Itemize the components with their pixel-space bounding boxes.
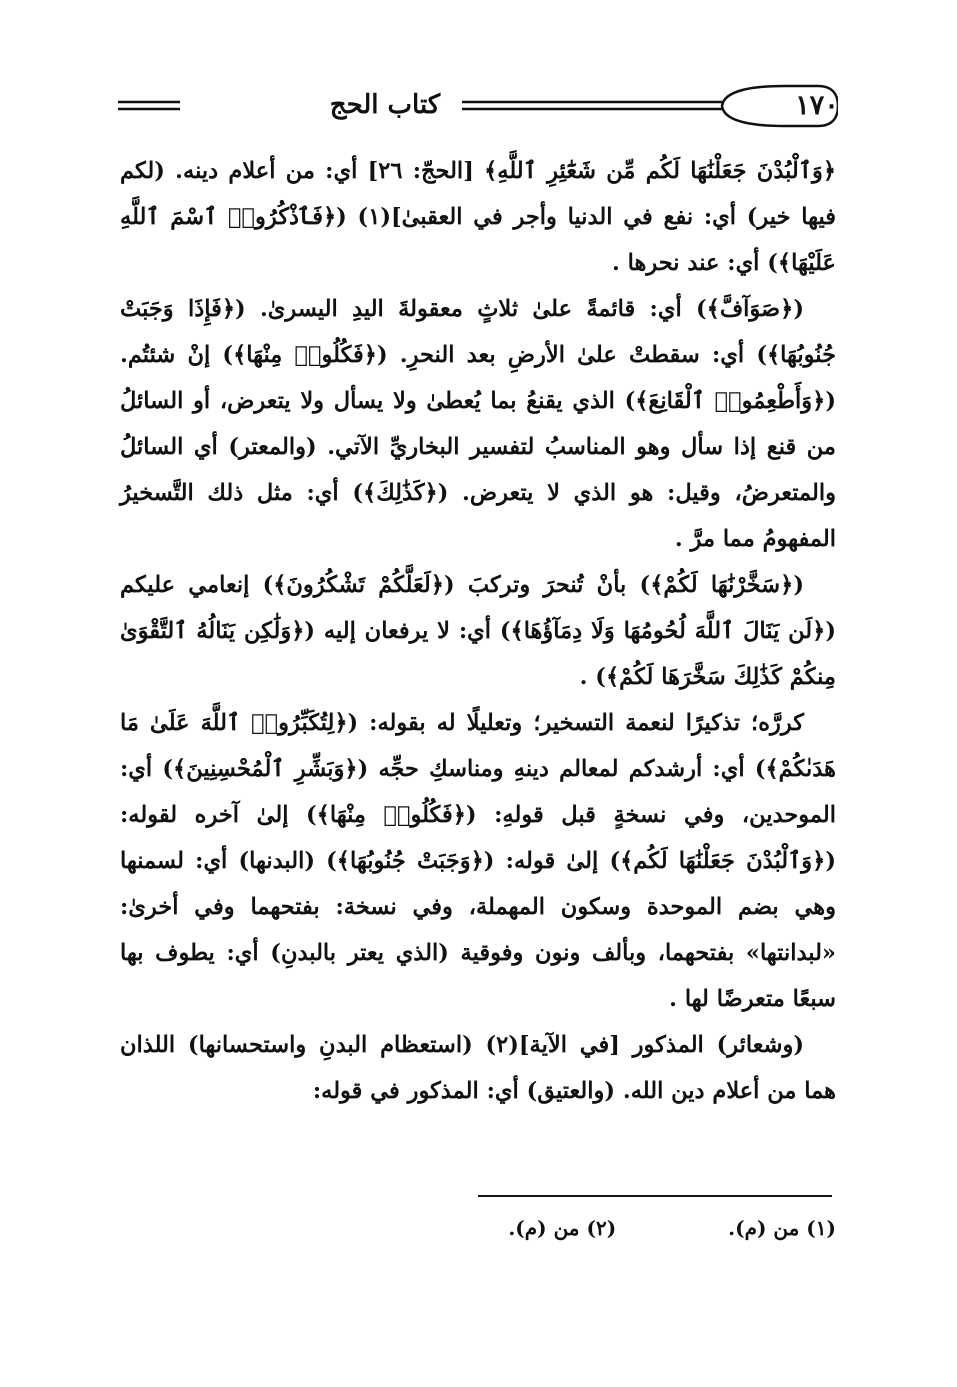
page-number: ١٧٠	[795, 90, 839, 121]
paragraph: ﴿وَٱلْبُدْنَ جَعَلْنَٰهَا لَكُم مِّن شَعَٰٓئِرِ ٱللَّهِ﴾ [الحجّ: ٢٦] أي: من أعلام دينه. (لكم فيها خير) أي: نفع في الدنيا وأجر في العقبىٰ](١) (﴿فَٱذْكُرُوا۟ ٱسْمَ ٱللَّهِ عَلَيْهَا﴾) أي: عند نحرها .	[120, 158, 837, 276]
footnote-2: (٢) من (م).	[508, 1216, 617, 1240]
paragraph: (﴿صَوَآفَّ﴾) أي: قائمةً علىٰ ثلاثٍ معقولةَ اليدِ اليسرىٰ. (﴿فَإِذَا وَجَبَتْ جُنُوبُهَا﴾) أي: سقطتْ علىٰ الأرضِ بعد النحرِ. (﴿فَكُلُوا۟ مِنْهَا﴾) إنْ شئتُم. (﴿وَأَطْعِمُوا۟ ٱلْقَانِعَ﴾) الذي يقنعُ بما يُعطىٰ ولا يسأل ولا يتعرض، أو السائلُ من قنع إذا سأل وهو المناسبُ لتفسير البخاريِّ الآتي. (والمعتر) أي السائلُ والمتعرضُ، وقيل: هو الذي لا يتعرض. (﴿كَذَٰلِكَ﴾) أي: مثل ذلك التَّسخيرُ المفهومُ مما مرَّ .	[120, 296, 836, 552]
page-header	[118, 84, 838, 128]
footnotes	[300, 1208, 836, 1248]
main-text	[120, 148, 836, 1114]
book-title: كتاب الحج	[308, 87, 462, 123]
footnote-separator	[478, 1195, 832, 1197]
paragraph: (وشعائر) المذكور [في الآية](٢) (استعظام البدنِ واستحسانها) اللذان هما من أعلام دين الله. (والعتيق) أي: المذكور في قوله:	[120, 1032, 836, 1104]
footnote-1: (١) من (م).	[728, 1216, 836, 1240]
paragraph: (﴿سَخَّرْنَٰهَا لَكُمْ﴾) بأنْ تُنحرَ وتركبَ (﴿لَعَلَّكُمْ تَشْكُرُونَ﴾) إنعامي عليكم (﴿لَن يَنَالَ ٱللَّهَ لُحُومُهَا وَلَا دِمَآؤُهَا﴾) أي: لا يرفعان إليه (﴿وَلَٰكِن يَنَالُهُ ٱلتَّقْوَىٰ مِنكُمْ كَذَٰلِكَ سَخَّرَهَا لَكُمْ﴾) .	[120, 572, 836, 690]
paragraph: كررَّه؛ تذكيرًا لنعمة التسخير؛ وتعليلًا له بقوله: (﴿لِتُكَبِّرُوا۟ ٱللَّهَ عَلَىٰ مَا هَدَىٰكُمْ﴾) أي: أرشدكم لمعالم دينهِ ومناسكِ حجِّه (﴿وَبَشِّرِ ٱلْمُحْسِنِينَ﴾) أي: الموحدين، وفي نسخةٍ قبل قولهِ: (﴿فَكُلُوا۟ مِنْهَا﴾) إلىٰ آخره لقوله: (﴿وَٱلْبُدْنَ جَعَلْنَٰهَا لَكُم﴾) إلىٰ قوله: (﴿وَجَبَتْ جُنُوبُهَا﴾) (البدنها) أي: لسمنها وهي بضم الموحدة وسكون المهملة، وفي نسخة: بفتحهما وفي أخرىٰ: «لبدانتها» بفتحهما، وبألف ونون وفوقية (الذي يعتر بالبدنِ) أي: يطوف بها سبعًا متعرضًا لها .	[120, 710, 836, 1012]
